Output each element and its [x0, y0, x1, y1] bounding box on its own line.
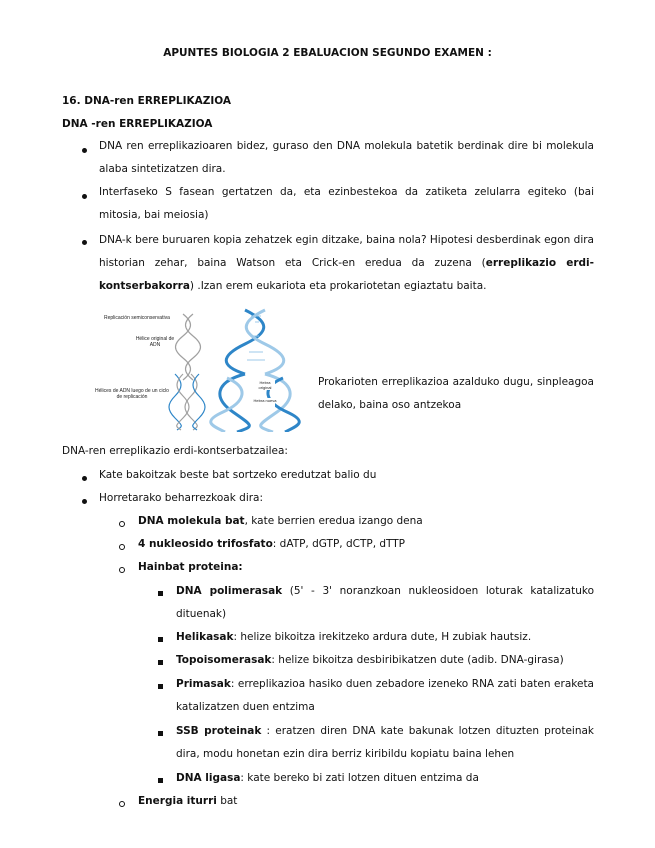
dna-replication-figure — [95, 308, 315, 432]
bullet-circle — [119, 521, 125, 527]
intro-bullet-3-after: ) .Izan erem eukariota eta prokariotetan egiaztatu baita. — [189, 280, 487, 292]
requirement-1 — [138, 510, 594, 533]
protein-2-text: : helize bikoitza irekitzeko ardura dute, H zubiak hautsiz. — [233, 631, 532, 643]
large-helix-top — [226, 310, 284, 374]
requirement-2-text: : dATP, dGTP, dCTP, dTTP — [272, 538, 406, 550]
bullet-dot — [82, 240, 87, 245]
protein-2-bold: Helikasak — [176, 631, 234, 643]
energy-source — [138, 790, 594, 813]
bullet-square — [158, 778, 163, 783]
bullet-square — [158, 731, 163, 736]
bullet-square — [158, 591, 163, 596]
requirement-1-bold: DNA molekula bat — [138, 515, 245, 527]
energy-source-bold: Energia iturri — [138, 795, 217, 807]
figure-label-top: Replicación semiconservativa — [104, 315, 170, 321]
protein-3 — [176, 649, 594, 672]
sub-heading: DNA -ren ERREPLIKAZIOA — [62, 118, 213, 130]
intro-bullet-2: Interfaseko S fasean gertatzen da, eta ezinbestekoa da zatiketa zelularra egiteko (bai mitosia, bai meiosia) — [99, 186, 594, 221]
section-heading: 16. DNA-ren ERREPLIKAZIOA — [62, 95, 232, 107]
bullet-square — [158, 684, 163, 689]
figure-label-original: Hélice original de ADN — [135, 336, 175, 348]
bullet-dot — [82, 499, 87, 504]
figure-label-new: Hélices de ADN luego de un ciclo de replicación — [95, 388, 169, 400]
bullet-circle — [119, 567, 125, 573]
intro-bullet-3-bold: erreplikazio erdi-kontserbakorra — [99, 257, 594, 292]
bullet-square — [158, 660, 163, 665]
protein-5 — [176, 720, 594, 766]
semiconservative-bullet-2: Horretarako beharrezkoak dira: — [99, 492, 264, 504]
figure-label-hebra-nueva: Hebra nueva — [253, 398, 277, 403]
protein-2 — [176, 626, 594, 649]
large-helix-left — [211, 374, 250, 432]
protein-6 — [176, 767, 594, 790]
requirement-3 — [138, 556, 594, 579]
document-title: APUNTES BIOLOGIA 2 EBALUACION SEGUNDO EXAMEN : — [163, 47, 492, 59]
protein-4-bold: Primasak — [176, 678, 231, 690]
intro-bullet-3-text: DNA-k bere buruaren kopia zehatzek egin ditzake, baina nola? Hipotesi desberdinak egon dira historian zehar, baina Watson eta Crick-en eredua da zuzena ( — [99, 234, 594, 269]
small-helix-original — [176, 314, 201, 380]
protein-5-bold: SSB proteinak — [176, 725, 262, 737]
small-helices-replicated — [169, 374, 205, 430]
protein-6-text: : kate bereko bi zati lotzen dituen entzima da — [240, 772, 479, 784]
bullet-square — [158, 637, 163, 642]
protein-1-text: (5' - 3' noranzkoan nukleosidoen loturak katalizatuko dituenak) — [176, 585, 594, 620]
protein-1-bold: DNA polimerasak — [176, 585, 283, 597]
intro-bullet-3 — [99, 229, 594, 298]
figure-caption: Prokarioten erreplikazioa azalduko dugu, sinpleagoa delako, baina oso antzekoa — [318, 376, 594, 411]
protein-5-text: : eratzen diren DNA kate bakunak lotzen dituzten proteinak dira, modu honetan ezin dira berriz kiribildu kopiatu baina lehen — [176, 725, 594, 760]
bullet-circle — [119, 801, 125, 807]
semiconservative-bullet-1: Kate bakoitzak beste bat sortzeko eredutzat balio du — [99, 469, 377, 481]
requirement-3-bold: Hainbat proteina: — [138, 561, 243, 573]
protein-4 — [176, 673, 594, 719]
bullet-dot — [82, 194, 87, 199]
requirement-1-text: , kate berrien eredua izango dena — [244, 515, 423, 527]
intro-bullet-1: DNA ren erreplikazioaren bidez, guraso den DNA molekula batetik berdinak dire bi molekula alaba sintetizatzen dira. — [99, 140, 594, 175]
protein-4-text: : erreplikazioa hasiko duen zebadore izeneko RNA zati baten eraketa katalizatzen duen entzima — [176, 678, 594, 713]
protein-1 — [176, 580, 594, 626]
protein-6-bold: DNA ligasa — [176, 772, 241, 784]
bullet-dot — [82, 476, 87, 481]
bullet-circle — [119, 544, 125, 550]
protein-3-bold: Topoisomerasak — [176, 654, 272, 666]
bullet-dot — [82, 148, 87, 153]
requirement-2-bold: 4 nukleosido trifosfato — [138, 538, 273, 550]
requirement-2 — [138, 533, 594, 556]
dna-helix-svg — [95, 308, 315, 432]
semiconservative-intro: DNA-ren erreplikazio erdi-kontserbatzailea: — [62, 445, 288, 457]
figure-label-hebra-original: Hebra original — [258, 380, 272, 390]
protein-3-text: : helize bikoitza desbiribikatzen dute (adib. DNA-girasa) — [271, 654, 564, 666]
energy-source-text: bat — [216, 795, 238, 807]
